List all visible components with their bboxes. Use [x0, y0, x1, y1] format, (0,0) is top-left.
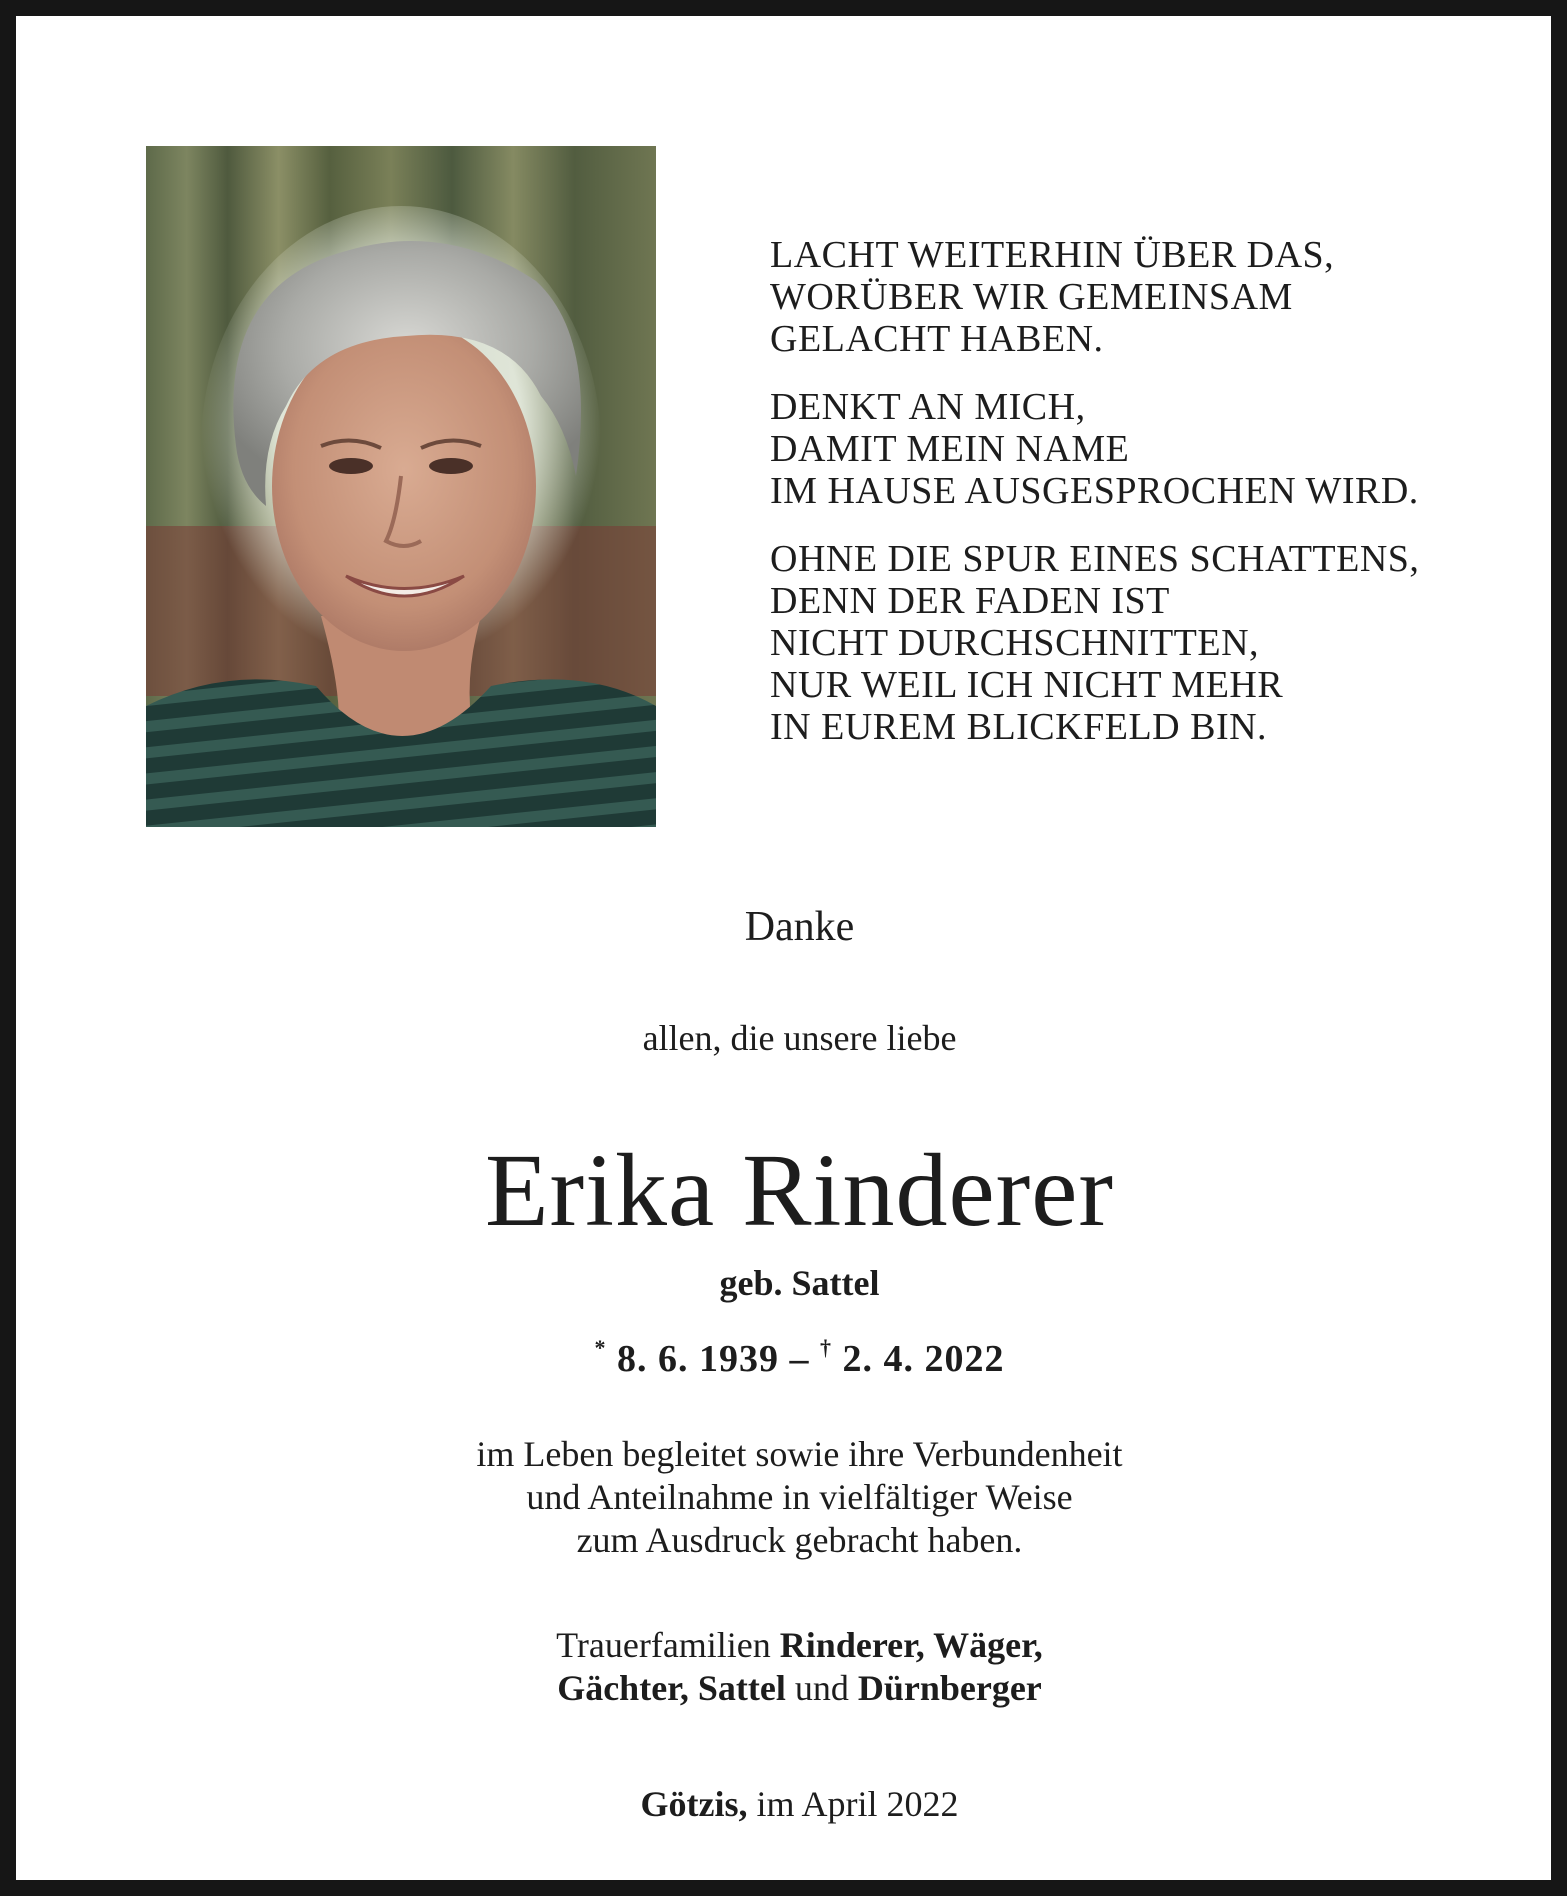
place-and-date [16, 1782, 1567, 1826]
birth-date: 8. 6. 1939 [617, 1338, 779, 1380]
poem-line: NICHT DURCHSCHNITTEN, [770, 622, 1260, 664]
poem-line: IM HAUSE AUSGESPROCHEN WIRD. [770, 470, 1419, 512]
mourning-families [16, 1624, 1567, 1710]
poem [770, 234, 1490, 774]
poem-line: DENKT AN MICH, [770, 386, 1086, 428]
portrait-photo [146, 146, 656, 827]
poem-line: WORÜBER WIR GEMEINSAM [770, 276, 1293, 318]
poem-line: OHNE DIE SPUR EINES SCHATTENS, [770, 538, 1420, 580]
date-separator: – [789, 1338, 810, 1380]
family-names-2: Gächter, Sattel [557, 1668, 786, 1708]
poem-stanza [770, 386, 1490, 512]
poem-line: LACHT WEITERHIN ÜBER DAS, [770, 234, 1335, 276]
poem-line: NUR WEIL ICH NICHT MEHR [770, 664, 1284, 706]
poem-line: GELACHT HABEN. [770, 318, 1104, 360]
portrait-image [146, 146, 656, 827]
families-prefix: Trauerfamilien [556, 1625, 771, 1665]
life-dates [16, 1325, 1567, 1382]
poem-stanza [770, 538, 1490, 748]
place: Götzis, [640, 1784, 748, 1824]
families-conjunction: und [794, 1668, 849, 1708]
deceased-name: Erika Rinderer [484, 1133, 1115, 1248]
poem-line: IN EUREM BLICKFELD BIN. [770, 706, 1268, 748]
closing-date: im April 2022 [756, 1784, 959, 1824]
poem-line: DAMIT MEIN NAME [770, 428, 1130, 470]
thanks-heading: Danke [744, 904, 855, 950]
maiden-name: geb. Sattel [719, 1263, 880, 1303]
death-date: 2. 4. 2022 [842, 1338, 1005, 1380]
message-line: im Leben begleitet sowie ihre Verbundenheit [476, 1434, 1123, 1474]
message-line: und Anteilnahme in vielfältiger Weise [526, 1477, 1073, 1517]
family-names-1: Rinderer, Wäger, [779, 1625, 1043, 1665]
birth-symbol: * [594, 1335, 607, 1360]
families-line-1 [16, 1624, 1567, 1667]
death-symbol: † [820, 1335, 832, 1360]
poem-line: DENN DER FADEN IST [770, 580, 1170, 622]
poem-stanza [770, 234, 1490, 360]
thanks-intro: allen, die unsere liebe [642, 1018, 957, 1058]
message-line: zum Ausdruck gebracht haben. [576, 1520, 1023, 1560]
family-names-3: Dürnberger [857, 1668, 1042, 1708]
families-line-2 [16, 1667, 1567, 1710]
thanks-message [16, 1433, 1567, 1562]
